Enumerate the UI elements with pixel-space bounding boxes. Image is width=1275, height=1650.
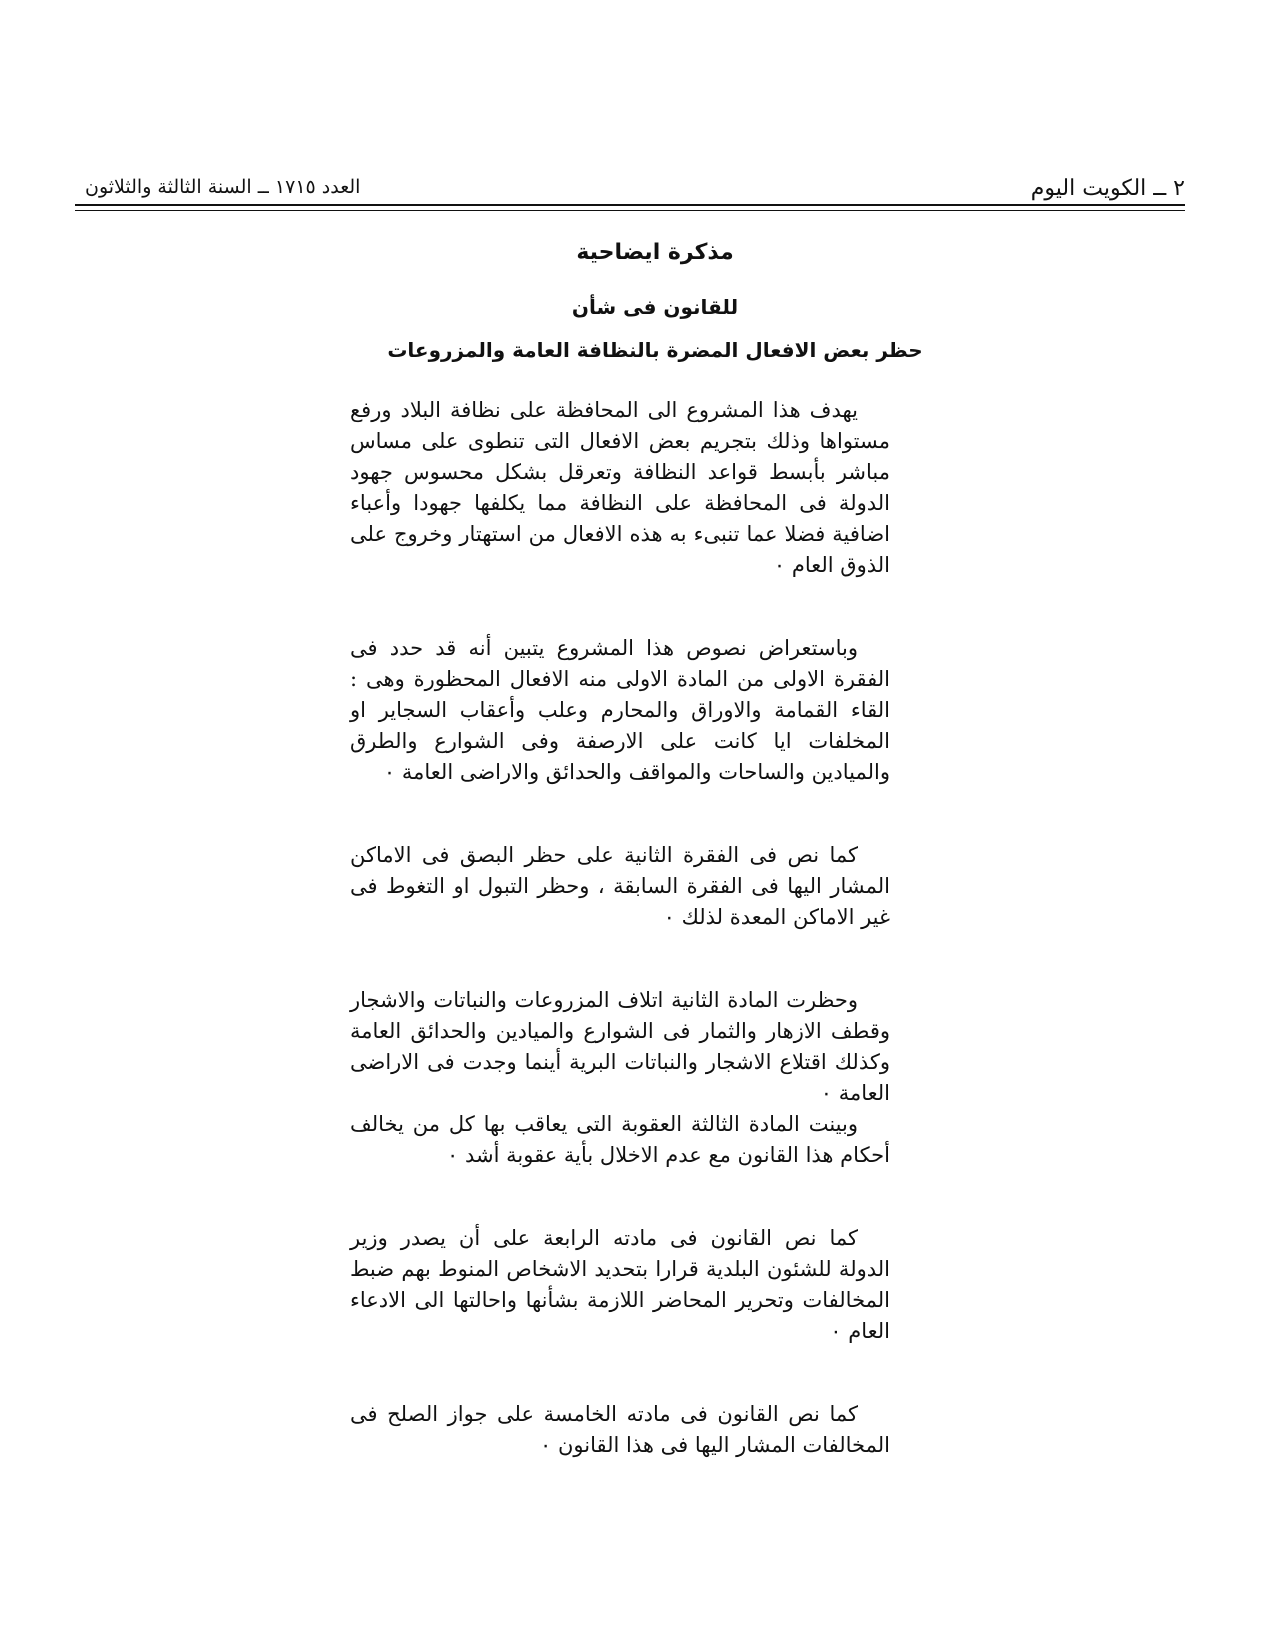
memo-law-name: حظر بعض الافعال المضرة بالنظافة العامة والمزروعات [387,338,923,362]
issue-info: العدد ١٧١٥ ــ السنة الثالثة والثلاثون [85,176,361,198]
paragraph-article-1: وباستعراض نصوص هذا المشروع يتبين أنه قد حدد فى الفقرة الاولى من المادة الاولى منه الافعال المحظورة وهى : القاء القمامة والاوراق والمحارم وعلب وأعقاب السجاير او المخلفات ايا كانت على الارصفة وفى الشوارع والطرق والميادين والساحات والمواقف والحدائق والاراضى العامة ٠ [350,636,890,784]
page-number-title: ٢ ــ الكويت اليوم [1030,176,1185,201]
paragraph-article-1-part-2: كما نص فى الفقرة الثانية على حظر البصق فى الاماكن المشار اليها فى الفقرة السابقة ، وحظر التبول او التغوط فى غير الاماكن المعدة لذلك ٠ [350,843,890,929]
paragraph-article-5: كما نص القانون فى مادته الخامسة على جواز الصلح فى المخالفات المشار اليها فى هذا القانون ٠ [350,1402,890,1457]
header-rule-thick [75,204,1185,206]
paragraph-purpose: يهدف هذا المشروع الى المحافظة على نظافة البلاد ورفع مستواها وذلك بتجريم بعض الافعال التى تنطوى على مساس مباشر بأبسط قواعد النظافة وتعرقل بشكل محسوس جهود الدولة فى المحافظة على النظافة مما يكلفها جهودا وأعباء اضافية فضلا عما تنبىء به هذه الافعال من استهتار وخروج على الذوق العام ٠ [350,398,890,577]
paragraph-article-4: كما نص القانون فى مادته الرابعة على أن يصدر وزير الدولة للشئون البلدية قرارا بتحديد الاشخاص المنوط بهم ضبط المخالفات وتحرير المحاضر اللازمة بشأنها واحالتها الى الادعاء العام ٠ [350,1226,890,1343]
paragraph-article-3: وبينت المادة الثالثة العقوبة التى يعاقب بها كل من يخالف أحكام هذا القانون مع عدم الاخلال بأية عقوبة أشد ٠ [350,1112,890,1167]
memo-body [350,395,890,1513]
paragraph-article-2: وحظرت المادة الثانية اتلاف المزروعات والنباتات والاشجار وقطف الازهار والثمار فى الشوارع والميادين والحدائق العامة وكذلك اقتلاع الاشجار والنباتات البرية أينما وجدت فى الاراضى العامة ٠ [350,988,890,1105]
memo-title: مذكرة ايضاحية [576,240,734,265]
page-header [75,168,1185,208]
header-rule-thin [75,210,1185,211]
memo-subtitle: للقانون فى شأن [571,295,739,319]
